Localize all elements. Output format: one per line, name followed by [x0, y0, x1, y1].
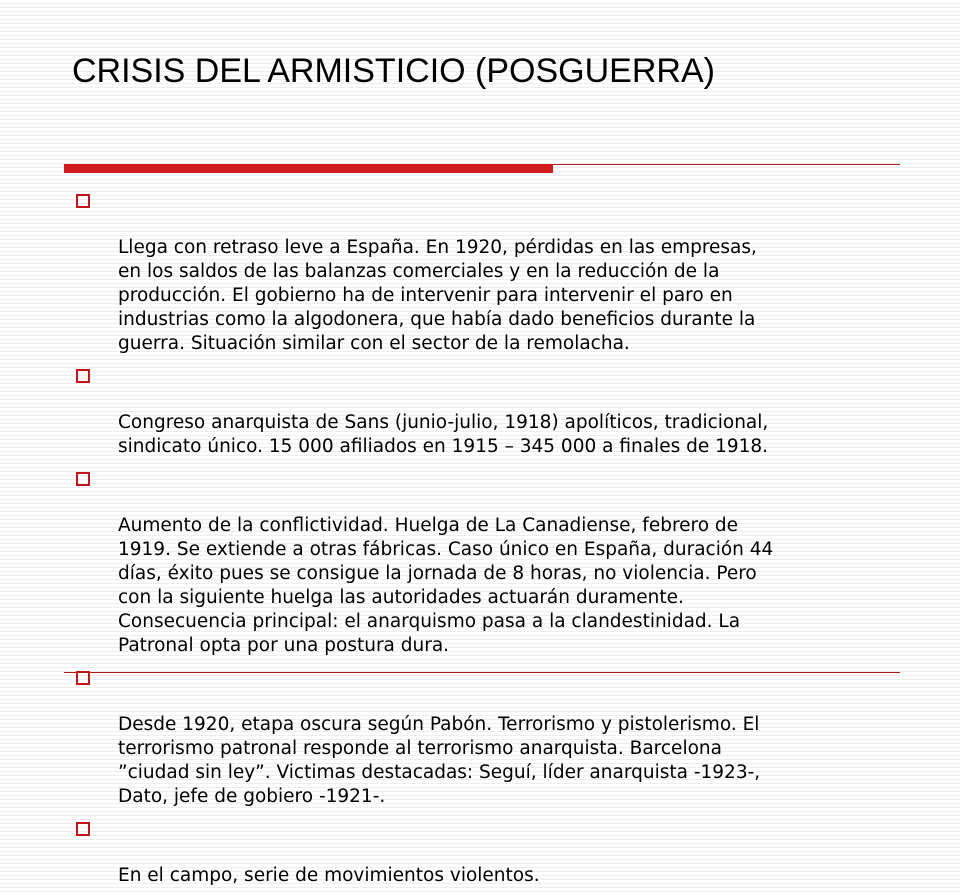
bullet-text: Desde 1920, etapa oscura según Pabón. Terrorismo y pistolerismo. El terrorismo patronal responde al terrorismo anarquista. Barcelona ”ciudad sin ley”. Victimas destacadas: Seguí, líder anarquista -1923-, Dato, jefe de gobiero -1921-. — [118, 714, 761, 807]
list-item — [74, 363, 904, 459]
bullet-text: Llega con retraso leve a España. En 1920, pérdidas en las empresas, en los saldos de las balanzas comerciales y en la reducción de la producción. El gobierno ha de intervenir para intervenir el paro en industrias como la algodonera, que había dado beneficios durante la guerra. Situación similar con el sector de la remolacha. — [118, 237, 757, 354]
title-accent-bar — [64, 164, 553, 173]
bullet-list — [74, 188, 904, 895]
list-item — [74, 816, 904, 888]
square-bullet-icon — [76, 194, 90, 208]
bullet-text: Congreso anarquista de Sans (junio-julio, 1918) apolíticos, tradicional, sindicato único. 15 000 afiliados en 1915 – 345 000 a finales de 1918. — [118, 412, 769, 457]
square-bullet-icon — [76, 369, 90, 383]
bullet-text: En el campo, serie de movimientos violentos. — [118, 865, 540, 886]
list-item — [74, 665, 904, 809]
slide-title: CRISIS DEL ARMISTICIO (POSGUERRA) — [72, 52, 715, 90]
square-bullet-icon — [76, 472, 90, 486]
list-item — [74, 466, 904, 658]
list-item — [74, 188, 904, 356]
square-bullet-icon — [76, 671, 90, 685]
footer-divider-line — [64, 672, 900, 673]
bullet-text: Aumento de la conflictividad. Huelga de La Canadiense, febrero de 1919. Se extiende a otras fábricas. Caso único en España, duración 44 días, éxito pues se consigue la jornada de 8 horas, no violencia. Pero con la siguiente huelga las autoridades actuarán duramente. Consecuencia principal: el anarquismo pasa a la clandestinidad. La Patronal opta por una postura dura. — [118, 515, 774, 656]
square-bullet-icon — [76, 822, 90, 836]
